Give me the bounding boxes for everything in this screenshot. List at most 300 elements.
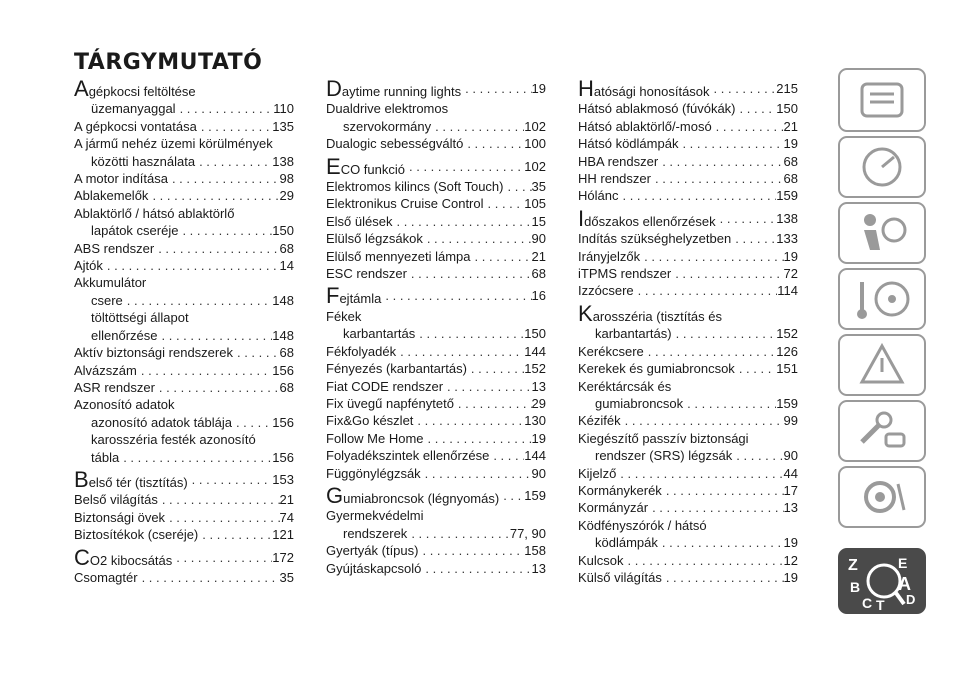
index-entry — [326, 412, 546, 429]
page-number: 102 — [524, 158, 546, 174]
tab-emergency[interactable] — [838, 334, 926, 396]
index-term: O2 kibocsátás — [89, 552, 173, 568]
index-term: lapátok cseréje — [91, 223, 179, 239]
index-term: Gyertyák (típus) — [326, 543, 419, 559]
dot-leader — [662, 569, 784, 586]
index-term: CO funkció — [340, 161, 405, 177]
page-number: 21 — [279, 492, 294, 508]
dial-icon — [840, 138, 924, 196]
index-term: rendszer (SRS) légzsák — [595, 448, 733, 464]
page-number: 19 — [531, 430, 546, 446]
page-number: 215 — [776, 81, 798, 96]
index-entry — [578, 569, 798, 586]
page-number: 14 — [279, 258, 294, 274]
page-number: 13 — [783, 500, 798, 516]
index-entry — [74, 544, 294, 570]
svg-text:E: E — [898, 555, 908, 571]
index-entry — [326, 542, 546, 559]
index-term: Belső világítás — [74, 492, 158, 508]
dot-leader — [172, 549, 272, 569]
dot-leader — [461, 80, 531, 100]
dot-leader — [624, 552, 784, 569]
dot-leader — [165, 509, 279, 526]
page-number: 152 — [524, 361, 546, 377]
index-entry — [578, 325, 798, 342]
index-entry — [578, 430, 798, 447]
page-number: 110 — [273, 101, 294, 117]
index-column-1 — [74, 76, 294, 586]
page-number: 98 — [279, 171, 294, 187]
index-letter: D — [326, 76, 342, 101]
gear-data-icon — [840, 468, 924, 526]
dot-leader — [405, 158, 524, 178]
index-term: iTPMS rendszer — [578, 266, 672, 282]
index-term: Follow Me Home — [326, 430, 424, 446]
index-term: tábla — [91, 449, 120, 465]
index-entry — [326, 195, 546, 212]
index-entry — [74, 344, 294, 361]
page-number: 68 — [279, 345, 294, 361]
dot-leader — [168, 170, 280, 187]
index-entry — [326, 76, 546, 101]
index-entry — [578, 360, 798, 377]
index-entry — [326, 482, 546, 508]
index-entry — [74, 118, 294, 135]
index-entry — [578, 412, 798, 429]
dot-leader — [119, 449, 272, 466]
page-number: 100 — [524, 136, 546, 152]
page-number: 156 — [272, 414, 294, 430]
page-number: 99 — [783, 413, 798, 429]
page-number: 159 — [776, 188, 798, 204]
page-number: 159 — [524, 487, 546, 503]
index-term: Irányjelzők — [578, 248, 641, 264]
page-number: 68 — [279, 379, 294, 395]
dot-leader — [407, 265, 532, 282]
dot-leader — [423, 230, 532, 247]
index-term: Alvázszám — [74, 362, 137, 378]
page-number: 148 — [272, 327, 294, 343]
dot-leader — [424, 430, 532, 447]
index-term: karbantartás — [343, 326, 416, 342]
index-term: rendszerek — [343, 525, 408, 541]
index-entry — [578, 265, 798, 282]
index-letter: F — [326, 283, 340, 309]
page-number: 159 — [776, 395, 798, 411]
index-entry — [326, 325, 546, 342]
index-entry — [326, 447, 546, 464]
page-number: 138 — [272, 153, 294, 169]
index-term: dőszakos ellenőrzések — [584, 213, 716, 229]
index-entry — [578, 552, 798, 569]
page-number: 35 — [279, 569, 294, 585]
dot-leader — [678, 135, 783, 152]
dot-leader — [158, 327, 273, 344]
dot-leader — [618, 187, 776, 204]
index-entry — [326, 230, 546, 247]
index-entry — [578, 499, 798, 516]
wrench-car-icon — [840, 402, 924, 460]
svg-text:B: B — [850, 579, 861, 595]
index-term: ellenőrzése — [91, 327, 158, 343]
dot-leader — [421, 465, 532, 482]
index-entry — [74, 240, 294, 257]
index-term: Elektronikus Cruise Control — [326, 196, 484, 212]
page-number: 138 — [776, 210, 798, 226]
index-term: Azonosító adatok — [74, 397, 175, 413]
index-letter: B — [74, 466, 89, 492]
index-term: azonosító adatok táblája — [91, 414, 232, 430]
index-term: Kerékcsere — [578, 343, 644, 359]
index-term: Gyermekvédelmi — [326, 508, 424, 524]
tab-safety[interactable] — [838, 202, 926, 264]
index-entry — [578, 135, 798, 152]
index-entry — [74, 491, 294, 508]
page-number: 156 — [272, 362, 294, 378]
dot-leader — [232, 414, 272, 431]
index-term: Hátsó ablakmosó (fúvókák) — [578, 101, 736, 117]
index-term: ESC rendszer — [326, 266, 407, 282]
index-term: karbantartás) — [595, 326, 672, 342]
dot-leader — [671, 265, 783, 282]
index-entry — [74, 153, 294, 170]
page-number: 133 — [776, 231, 798, 247]
page-number: 90 — [783, 448, 798, 464]
index-term: Ablaktörlő / hátsó ablaktörlő — [74, 205, 235, 221]
index-term: arosszéria (tisztítás és — [592, 308, 723, 324]
index-entry — [74, 257, 294, 274]
index-entry — [578, 395, 798, 412]
page-number: 19 — [783, 248, 798, 264]
dot-leader — [158, 491, 280, 508]
dot-leader — [392, 213, 531, 230]
index-icon — [840, 550, 924, 612]
index-term: Gyújtáskapcsoló — [326, 560, 422, 576]
index-entry — [326, 507, 546, 524]
page-number: 150 — [524, 326, 546, 342]
tab-technical-data[interactable] — [838, 466, 926, 528]
index-entry — [578, 187, 798, 204]
index-entry — [74, 569, 294, 586]
index-term: Kerekek és gumiabroncsok — [578, 361, 735, 377]
index-entry — [74, 292, 294, 309]
page-number: 135 — [272, 118, 294, 134]
car-dashboard-icon — [840, 70, 924, 130]
index-term: Hátsó ablaktörlő/-mosó — [578, 118, 712, 134]
index-term: Csomagtér — [74, 569, 138, 585]
dot-leader — [616, 465, 783, 482]
page-number: 150 — [776, 101, 798, 117]
tab-starting[interactable] — [838, 268, 926, 330]
dot-leader — [381, 287, 531, 307]
page-number: 152 — [776, 326, 798, 342]
index-term: A gépkocsi vontatása — [74, 118, 197, 134]
dot-leader — [103, 257, 280, 274]
index-entry — [578, 100, 798, 117]
index-entry — [326, 525, 546, 542]
index-letter: G — [326, 482, 344, 508]
index-entry — [74, 449, 294, 466]
index-entry — [74, 222, 294, 239]
dot-leader — [198, 526, 272, 543]
airbag-person-icon — [840, 204, 924, 262]
index-term: ASR rendszer — [74, 379, 155, 395]
index-entry — [74, 187, 294, 204]
index-term: Kiegészítő passzív biztonsági — [578, 430, 749, 446]
index-entry — [74, 509, 294, 526]
svg-text:Z: Z — [848, 557, 858, 574]
index-term: karosszéria festék azonosító — [91, 432, 256, 448]
dot-leader — [644, 343, 777, 360]
index-entry — [74, 414, 294, 431]
page-number: 102 — [524, 118, 546, 134]
dot-leader — [621, 412, 784, 429]
index-entry — [326, 100, 546, 117]
index-term: Kijelző — [578, 465, 617, 481]
index-entry — [74, 135, 294, 152]
page-number: 126 — [776, 343, 798, 359]
index-entry — [578, 343, 798, 360]
dot-leader — [178, 222, 272, 239]
index-term: Dualdrive elektromos — [326, 101, 449, 117]
index-entry — [326, 395, 546, 412]
dot-leader — [731, 230, 776, 247]
index-term: Biztonsági övek — [74, 509, 166, 525]
index-entry — [578, 230, 798, 247]
index-term: szervokormány — [343, 118, 432, 134]
index-term: Izzócsere — [578, 283, 634, 299]
page-number: 68 — [783, 153, 798, 169]
page-number: 121 — [272, 527, 294, 543]
page-title: TÁRGYMUTATÓ — [74, 50, 263, 75]
index-term: Folyadékszintek ellenőrzése — [326, 448, 490, 464]
index-entry — [326, 153, 546, 179]
svg-text:D: D — [906, 592, 916, 607]
index-entry — [578, 465, 798, 482]
page-number: 19 — [783, 136, 798, 152]
dot-leader — [396, 343, 524, 360]
tab-dashboard[interactable] — [838, 68, 926, 132]
index-letter: I — [578, 205, 585, 231]
page-number: 19 — [783, 569, 798, 585]
dot-leader — [648, 499, 783, 516]
dot-leader — [658, 534, 784, 551]
index-entry — [578, 482, 798, 499]
index-term: ködlámpák — [595, 535, 658, 551]
dot-leader — [431, 118, 524, 135]
index-letter: E — [326, 153, 341, 179]
index-entry — [326, 343, 546, 360]
dot-leader — [421, 560, 531, 577]
index-term: Elektromos kilincs (Soft Touch) — [326, 179, 504, 195]
index-term: HH rendszer — [578, 171, 651, 187]
dot-leader — [467, 360, 524, 377]
index-term: Dualogic sebességváltó — [326, 136, 464, 152]
index-column-3 — [578, 76, 798, 586]
index-entry — [326, 283, 546, 309]
index-entry — [74, 327, 294, 344]
page-number: 13 — [531, 378, 546, 394]
page-number: 21 — [783, 118, 798, 134]
index-entry — [74, 205, 294, 222]
index-entry — [578, 378, 798, 395]
index-term: csere — [91, 292, 123, 308]
page-number: 144 — [524, 343, 546, 359]
index-entry — [326, 430, 546, 447]
dot-leader — [407, 525, 510, 542]
index-term: Ajtók — [74, 258, 103, 274]
index-entry — [74, 431, 294, 448]
dot-leader — [736, 100, 777, 117]
index-entry — [326, 560, 546, 577]
index-entry — [74, 526, 294, 543]
index-term: atósági honosítások — [593, 84, 710, 99]
page-number: 29 — [531, 395, 546, 411]
index-term: gépkocsi feltöltése — [88, 84, 196, 99]
page-number: 153 — [272, 471, 294, 487]
page-number: 151 — [776, 361, 798, 377]
index-term: Akkumulátor — [74, 275, 147, 291]
page-number: 156 — [272, 449, 294, 465]
dot-leader — [123, 292, 273, 309]
page-number: 16 — [531, 288, 546, 304]
dot-leader — [471, 248, 532, 265]
page-number: 19 — [531, 81, 546, 96]
index-term: ABS rendszer — [74, 240, 155, 256]
index-entry — [74, 466, 294, 492]
page-number: 68 — [279, 240, 294, 256]
dot-leader — [188, 471, 273, 491]
tab-index[interactable] — [838, 548, 926, 614]
index-entry — [578, 118, 798, 135]
dot-leader — [413, 412, 524, 429]
dot-leader — [489, 447, 524, 464]
dot-leader — [415, 325, 524, 342]
svg-text:T: T — [876, 597, 885, 612]
index-term: töltöttségi állapot — [91, 310, 189, 326]
index-term: Függönylégzsák — [326, 465, 421, 481]
svg-text:C: C — [862, 595, 873, 611]
index-entry — [74, 274, 294, 291]
dot-leader — [148, 187, 279, 204]
page-number: 29 — [279, 188, 294, 204]
page-number: 17 — [783, 482, 798, 498]
key-steering-icon — [840, 270, 924, 328]
index-term: Külső világítás — [578, 569, 662, 585]
index-term: HBA rendszer — [578, 153, 659, 169]
dot-leader — [176, 100, 274, 117]
index-entry — [578, 170, 798, 187]
index-term: Fix üvegű napfénytető — [326, 395, 454, 411]
index-term: közötti használata — [91, 153, 196, 169]
page-number: 90 — [531, 465, 546, 481]
index-entry — [326, 360, 546, 377]
index-term: Első ülések — [326, 213, 393, 229]
page-number: 158 — [524, 543, 546, 559]
index-entry — [578, 300, 798, 326]
page-number: 35 — [531, 179, 546, 195]
page-number: 130 — [524, 413, 546, 429]
index-term: Indítás szükséghelyzetben — [578, 231, 732, 247]
index-entry — [578, 205, 798, 231]
tab-driving[interactable] — [838, 136, 926, 198]
dot-leader — [418, 542, 524, 559]
index-term: Fiat CODE rendszer — [326, 378, 444, 394]
index-term: Ködfényszórók / hátsó — [578, 517, 707, 533]
index-entry — [326, 465, 546, 482]
tab-maintenance[interactable] — [838, 400, 926, 462]
page-number: 19 — [783, 535, 798, 551]
dot-leader — [634, 282, 778, 299]
index-entry — [74, 362, 294, 379]
dot-leader — [712, 118, 784, 135]
index-term: Aktív biztonsági rendszerek — [74, 345, 233, 361]
dot-leader — [155, 379, 280, 396]
page-number: 21 — [531, 248, 546, 264]
index-term: Biztosítékok (cseréje) — [74, 527, 199, 543]
index-letter: A — [74, 76, 89, 101]
dot-leader — [662, 482, 784, 499]
warning-triangle-icon — [840, 336, 924, 394]
page-number: 72 — [783, 266, 798, 282]
index-entry — [578, 76, 798, 101]
page-number: 12 — [783, 552, 798, 568]
index-term: Elülső légzsákok — [326, 231, 423, 247]
index-term: Kulcsok — [578, 552, 624, 568]
index-entry — [578, 517, 798, 534]
page-number: 144 — [524, 448, 546, 464]
index-entry — [74, 170, 294, 187]
index-term: üzemanyaggal — [91, 101, 176, 117]
page-number: 68 — [531, 266, 546, 282]
dot-leader — [504, 178, 532, 195]
dot-leader — [672, 325, 777, 342]
dot-leader — [197, 118, 272, 135]
index-entry — [74, 100, 294, 117]
index-term: Hátsó ködlámpák — [578, 136, 679, 152]
index-entry — [326, 265, 546, 282]
page-number: 148 — [272, 292, 294, 308]
dot-leader — [138, 569, 280, 586]
index-entry — [578, 282, 798, 299]
page-number: 15 — [531, 213, 546, 229]
index-term: első tér (tisztítás) — [88, 474, 188, 490]
svg-text:A: A — [898, 574, 911, 594]
index-term: Elülső mennyezeti lámpa — [326, 248, 471, 264]
dot-leader — [137, 362, 272, 379]
dot-leader — [651, 170, 784, 187]
index-term: Fékfolyadék — [326, 343, 397, 359]
page-number: 114 — [777, 283, 798, 299]
index-term: aytime running lights — [341, 84, 462, 99]
index-letter: K — [578, 300, 593, 326]
index-entry — [74, 309, 294, 326]
index-term: Fényezés (karbantartás) — [326, 361, 467, 377]
index-entry — [326, 378, 546, 395]
dot-leader — [233, 344, 280, 361]
index-entry — [326, 213, 546, 230]
page-number: 172 — [272, 549, 294, 565]
dot-leader — [640, 248, 783, 265]
index-term: gumiabroncsok — [595, 395, 684, 411]
index-entry — [578, 248, 798, 265]
index-entry — [326, 248, 546, 265]
page-number: 68 — [783, 171, 798, 187]
index-entry — [326, 135, 546, 152]
page-number: 90 — [531, 231, 546, 247]
page-number: 74 — [279, 509, 294, 525]
index-term: Keréktárcsák és — [578, 378, 672, 394]
